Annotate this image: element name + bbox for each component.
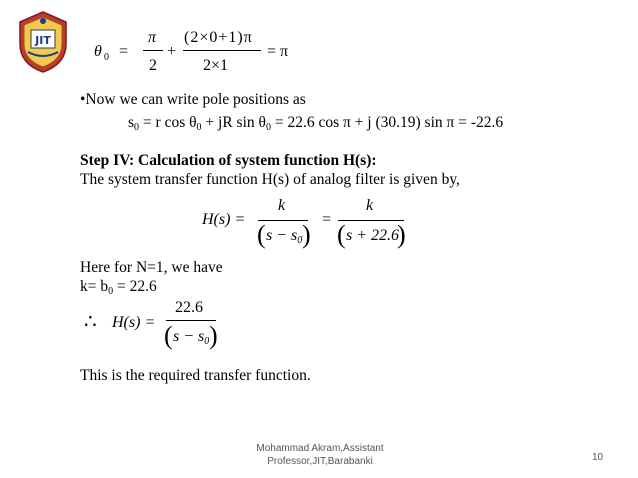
H-eq2: = bbox=[322, 211, 332, 228]
term1-denominator: 2 bbox=[149, 57, 157, 74]
here-text: Here for N=1, we have bbox=[80, 259, 223, 276]
term2-numerator: (2×0+1)π bbox=[184, 29, 253, 46]
H-num1: k bbox=[278, 197, 286, 214]
theta-result: = π bbox=[267, 43, 289, 60]
H-den1: $s - s_0$ bbox=[266, 227, 303, 246]
therefore-symbol: ∴ bbox=[84, 311, 97, 333]
term2-fraction-bar bbox=[183, 50, 261, 51]
step-title: Step IV: Calculation of system function H(s): bbox=[80, 152, 377, 169]
footer-author: Mohammad Akram,Assistant Professor,JIT,Barabanki bbox=[256, 443, 384, 467]
H-num2: k bbox=[366, 197, 374, 214]
term1-numerator: π bbox=[148, 29, 157, 46]
term1-fraction-bar bbox=[143, 50, 163, 51]
conclusion-text: This is the required transfer function. bbox=[80, 367, 311, 384]
page-number: 10 bbox=[592, 452, 604, 463]
H-den2: s + 22.6 bbox=[346, 227, 400, 244]
therefore-num: 22.6 bbox=[175, 299, 203, 316]
college-logo bbox=[14, 8, 72, 74]
step-description: The system transfer function H(s) of analog filter is given by, bbox=[80, 171, 460, 188]
k-line: $k= b_0 = 22.6$ bbox=[80, 278, 157, 297]
theta-symbol: θ bbox=[94, 43, 102, 60]
pole-positions-line: $s_0 = r$ $\cos \theta_0$ + jR $\sin \theta_0 = 22.6$ cos π + j (30.19) sin π = -22.6 bbox=[128, 114, 504, 133]
H-bar2 bbox=[338, 220, 404, 221]
theta-subscript: 0 bbox=[104, 52, 109, 63]
theta-equals: = bbox=[119, 43, 129, 60]
term2-denominator: 2×1 bbox=[203, 57, 229, 74]
bullet-text: •Now we can write pole positions as bbox=[80, 91, 306, 108]
H-lhs: H(s) = bbox=[202, 211, 246, 228]
logo-text: JIT bbox=[35, 34, 51, 47]
plus-sign: + bbox=[167, 43, 177, 60]
therefore-den: $s - s_0$ bbox=[173, 328, 210, 347]
therefore-lhs: H(s) = bbox=[112, 314, 156, 331]
